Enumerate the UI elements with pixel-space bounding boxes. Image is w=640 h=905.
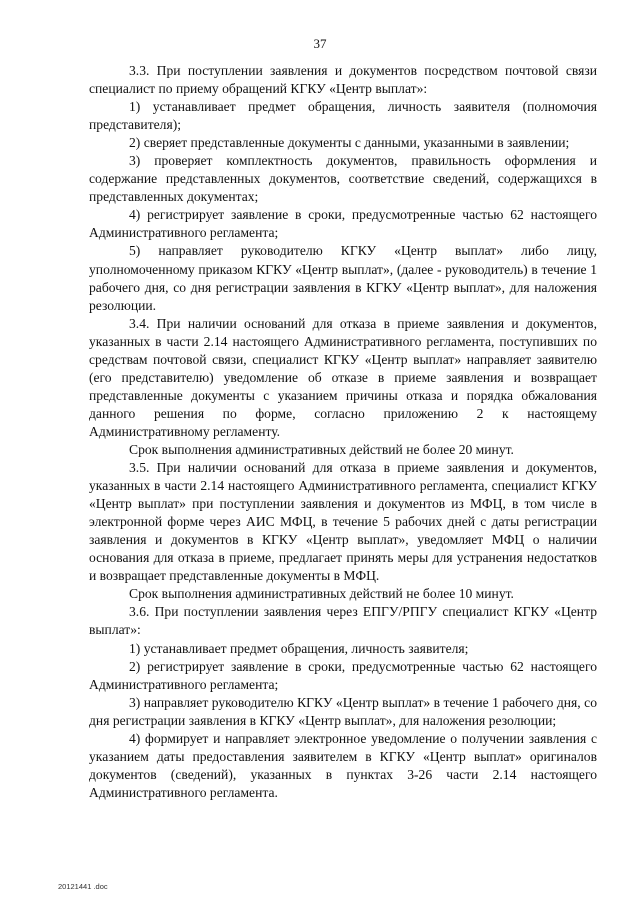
paragraph-3-5: 3.5. При наличии оснований для отказа в приеме заявления и документов, указанных в части 2.14 настоящего Административного регламента, специалист КГКУ «Центр выплат» при поступлении заявления и документов из МФЦ, в том числе в электронной форме через АИС МФЦ, в течение 5 рабочих дней с даты регистрации заявления и документов в КГКУ «Центр выплат», уведомляет МФЦ о наличии основания для отказа в приеме, предлагает принять меры для устранения недостатков и возвращает представленные документы в МФЦ. [89, 460, 597, 584]
paragraph-3-3-item-5: 5) направляет руководителю КГКУ «Центр выплат» либо лицу, уполномоченному приказом КГКУ «Центр выплат», (далее - руководитель) в течение 1 рабочего дня, со дня регистрации заявления в КГКУ «Центр выплат», для наложения резолюции. [89, 243, 597, 313]
paragraph-3-4-deadline: Срок выполнения административных действий не более 20 минут. [129, 441, 514, 457]
paragraph-3-3-item-3: 3) проверяет комплектность документов, правильность оформления и содержание представленных документов, соответствие сведений, содержащихся в представленных документах; [89, 153, 597, 205]
paragraph-3-3-item-4: 4) регистрирует заявление в сроки, предусмотренные частью 62 настоящего Административного регламента; [89, 207, 597, 241]
paragraph-3-6-item-4: 4) формирует и направляет электронное уведомление о получении заявления с указанием даты предоставления заявителем в КГКУ «Центр выплат» оригиналов документов (сведений), указанных в пунктах 3-26 части 2.14 настоящего Административного регламента. [89, 730, 597, 800]
paragraph-3-6-item-1: 1) устанавливает предмет обращения, личность заявителя; [129, 640, 469, 656]
paragraph-3-6-item-3: 3) направляет руководителю КГКУ «Центр выплат» в течение 1 рабочего дня, со дня регистрации заявления в КГКУ «Центр выплат», для наложения резолюции; [89, 694, 597, 728]
paragraph-3-4: 3.4. При наличии оснований для отказа в приеме заявления и документов, указанных в части 2.14 настоящего Административного регламента, поступивших по средствам почтовой связи, специалист КГКУ «Центр выплат» направляет заявителю (его представителю) уведомление об отказе в приеме заявления и возвращает представленные документы с указанием причины отказа и порядка обжалования данного решения по форме, согласно приложению 2 к настоящему Административному регламенту. [89, 315, 597, 439]
paragraph-3-3-item-1: 1) устанавливает предмет обращения, личность заявителя (полномочия представителя); [89, 99, 597, 133]
paragraph-3-6: 3.6. При поступлении заявления через ЕПГУ/РПГУ специалист КГКУ «Центр выплат»: [89, 604, 597, 638]
document-body [89, 62, 597, 802]
footer-file-code: 20121441 .doc [58, 882, 108, 891]
page-number: 37 [313, 36, 327, 51]
paragraph-3-3-item-2: 2) сверяет представленные документы с данными, указанными в заявлении; [129, 135, 570, 151]
paragraph-3-6-item-2: 2) регистрирует заявление в сроки, предусмотренные частью 62 настоящего Административного регламента; [89, 658, 597, 692]
paragraph-3-5-deadline: Срок выполнения административных действий не более 10 минут. [129, 586, 514, 602]
paragraph-3-3: 3.3. При поступлении заявления и документов посредством почтовой связи специалист по приему обращений КГКУ «Центр выплат»: [89, 63, 597, 97]
